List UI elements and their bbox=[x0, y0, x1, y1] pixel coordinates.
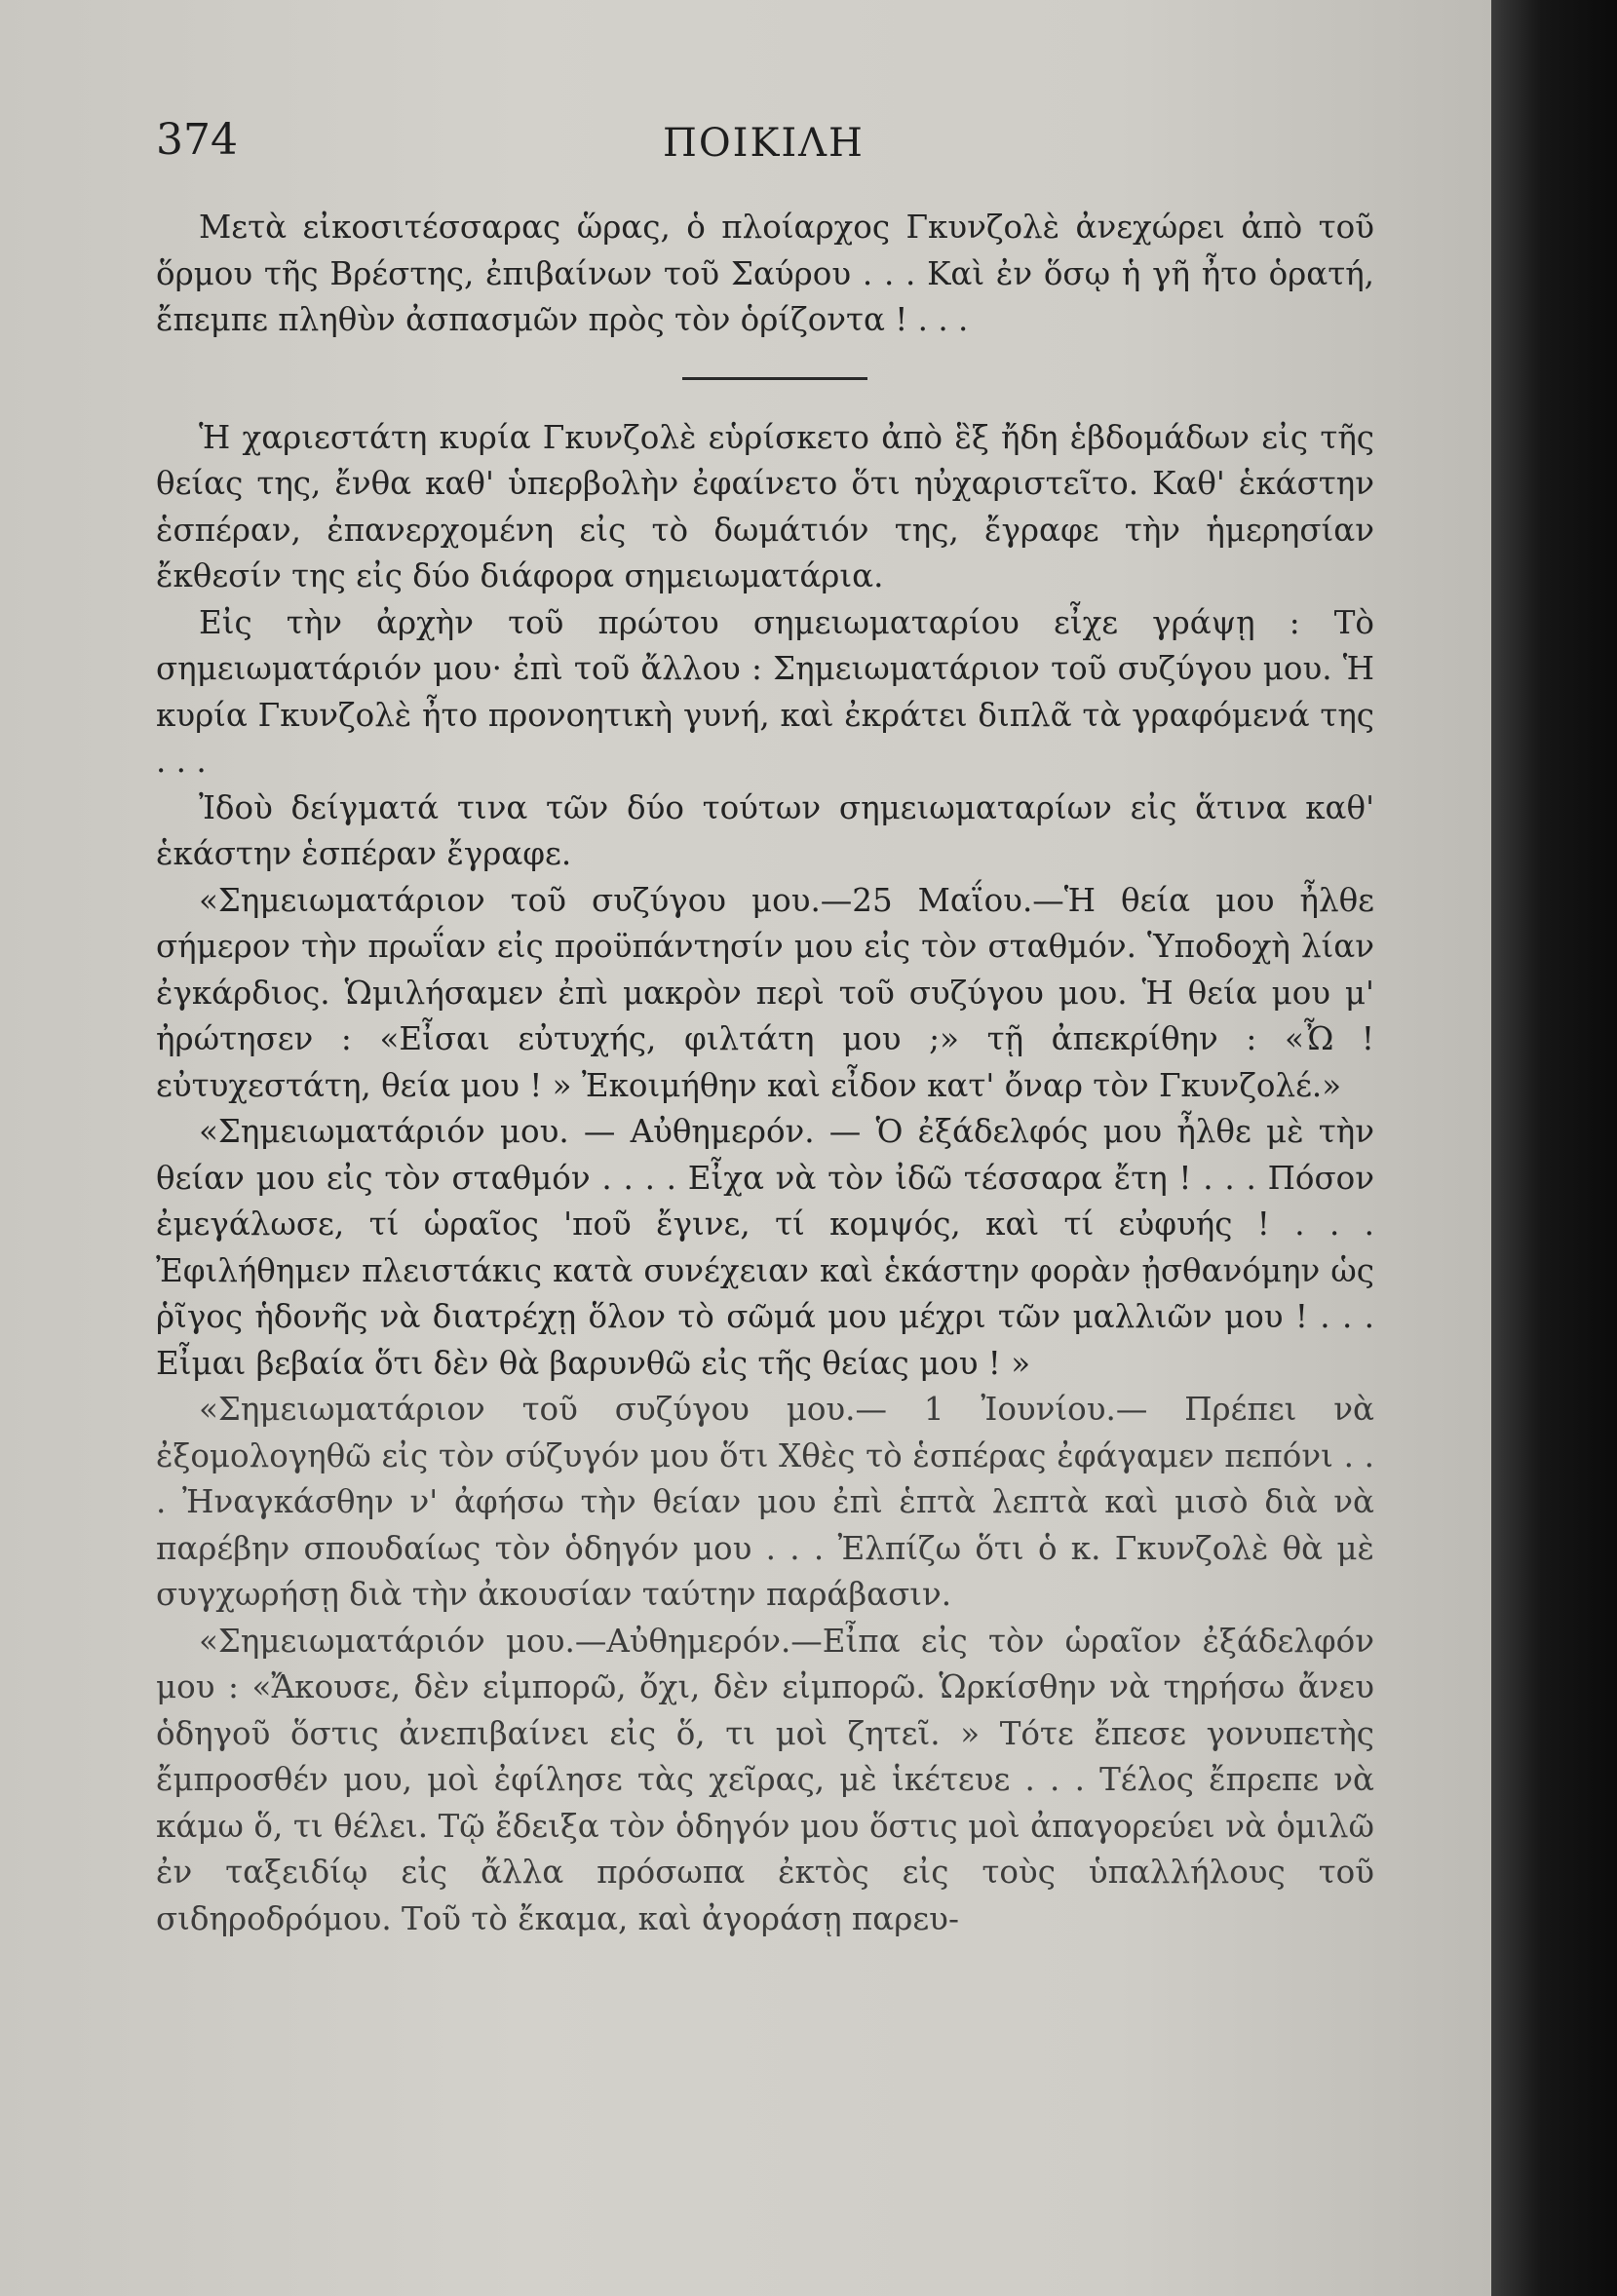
paragraph: «Σημειωματάριον τοῦ συζύγου μου.— 1 Ἰουνίου.— Πρέπει νὰ ἐξομολογηθῶ εἰς τὸν σύζυγόν μου ὅτι Χθὲς τὸ ἑσπέρας ἐφάγαμεν πεπόνι . . . Ἠναγκάσθην ν' ἀφήσω τὴν θείαν μου ἐπὶ ἑπτὰ λεπτὰ καὶ μισὸ διὰ νὰ παρέβην σπουδαίως τὸν ὁδηγόν μου . . . Ἐλπίζω ὅτι ὁ κ. Γκυνζολὲ θὰ μὲ συγχωρήσῃ διὰ τὴν ἀκουσίαν ταύτην παράβασιν. bbox=[156, 1391, 1374, 1613]
page-number: 374 bbox=[156, 115, 238, 165]
paragraph: Ἡ χαριεστάτη κυρία Γκυνζολὲ εὑρίσκετο ἀπὸ ἓξ ἤδη ἑβδομάδων εἰς τῆς θείας της, ἔνθα καθ' ὑπερβολὴν ἐφαίνετο ὅτι ηὐχαριστεῖτο. Καθ' ἑκάστην ἑσπέραν, ἐπανερχομένη εἰς τὸ δωμάτιόν της, ἔγραφε τὴν ἡμερησίαν ἔκθεσίν της εἰς δύο διάφορα σημειωματάρια. bbox=[156, 418, 1374, 594]
paragraph: Μετὰ εἰκοσιτέσσαρας ὥρας, ὁ πλοίαρχος Γκυνζολὲ ἀνεχώρει ἀπὸ τοῦ ὅρμου τῆς Βρέστης, ἐπιβαίνων τοῦ Σαύρου . . . Καὶ ἐν ὅσῳ ἡ γῆ ἦτο ὁρατή, ἔπεμπε πληθὺν ἀσπασμῶν πρὸς τὸν ὁρίζοντα ! . . . bbox=[156, 209, 1374, 338]
paragraph: Εἰς τὴν ἀρχὴν τοῦ πρώτου σημειωματαρίου εἶχε γράψῃ : Τὸ σημειωματάριόν μου· ἐπὶ τοῦ ἄλλου : Σημειωματάριον τοῦ συζύγου μου. Ἡ κυρία Γκυνζολὲ ἦτο προνοητικὴ γυνή, καὶ ἐκράτει διπλᾶ τὰ γραφόμενά της . . . bbox=[156, 603, 1374, 780]
book-spine-shadow bbox=[1491, 0, 1617, 2296]
paragraph: Ἰδοὺ δείγματά τινα τῶν δύο τούτων σημειωματαρίων εἰς ἅτινα καθ' ἑκάστην ἑσπέραν ἔγραφε. bbox=[156, 788, 1374, 872]
paragraph: «Σημειωματάριον τοῦ συζύγου μου.—25 Μαΐου.—Ἡ θεία μου ἦλθε σήμερον τὴν πρωΐαν εἰς προϋπάντησίν μου εἰς τὸν σταθμόν. Ὑποδοχὴ λίαν ἐγκάρδιος. Ὡμιλήσαμεν ἐπὶ μακρὸν περὶ τοῦ συζύγου μου. Ἡ θεία μου μ' ἠρώτησεν : «Εἶσαι εὐτυχής, φιλτάτη μου ;» τῇ ἀπεκρίθην : «Ὦ ! εὐτυχεστάτη, θεία μου ! » Ἐκοιμήθην καὶ εἶδον κατ' ὄναρ τὸν Γκυνζολέ.» bbox=[156, 881, 1374, 1104]
paragraph: «Σημειωματάριόν μου.—Αὐθημερόν.—Εἶπα εἰς τὸν ὡραῖον ἐξάδελφόν μου : «Ἄκουσε, δὲν εἰμπορῶ, ὄχι, δὲν εἰμπορῶ. Ὡρκίσθην νὰ τηρήσω ἄνευ ὁδηγοῦ ὅστις ἀνεπιβαίνει εἰς ὅ, τι μοὶ ζητεῖ. » Τότε ἔπεσε γονυπετὴς ἔμπροσθέν μου, μοὶ ἐφίλησε τὰς χεῖρας, μὲ ἱκέτευε . . . Τέλος ἔπρεπε νὰ κάμω ὅ, τι θέλει. Τῷ ἔδειξα τὸν ὁδηγόν μου ὅστις μοὶ ἀπαγορεύει νὰ ὁμιλῶ ἐν ταξειδίῳ εἰς ἄλλα πρόσωπα ἐκτὸς εἰς τοὺς ὑπαλλήλους τοῦ σιδηροδρόμου. Τοῦ τὸ ἔκαμα, καὶ ἀγοράσῃ παρευ- bbox=[156, 1622, 1374, 1937]
running-title: ΠΟΙΚΙΛΗ bbox=[663, 121, 865, 166]
page-header bbox=[156, 115, 1374, 193]
body-text bbox=[156, 205, 1374, 1942]
section-divider bbox=[682, 377, 867, 380]
paragraph: «Σημειωματάριόν μου. — Αὐθημερόν. — Ὁ ἐξάδελφός μου ἦλθε μὲ τὴν θείαν μου εἰς τὸν σταθμόν . . . . Εἶχα νὰ τὸν ἰδῶ τέσσαρα ἔτη ! . . . Πόσον ἐμεγάλωσε, τί ὡραῖος 'ποῦ ἔγινε, τί κομψός, καὶ τί εὐφυής ! . . . Ἐφιλήθημεν πλειστάκις κατὰ συνέχειαν καὶ ἑκάστην φορὰν ᾐσθανόμην ὡς ῥῖγος ἡδονῆς νὰ διατρέχῃ ὅλον τὸ σῶμά μου μέχρι τῶν μαλλιῶν μου ! . . . Εἶμαι βεβαία ὅτι δὲν θὰ βαρυνθῶ εἰς τῆς θείας μου ! » bbox=[156, 1113, 1374, 1382]
